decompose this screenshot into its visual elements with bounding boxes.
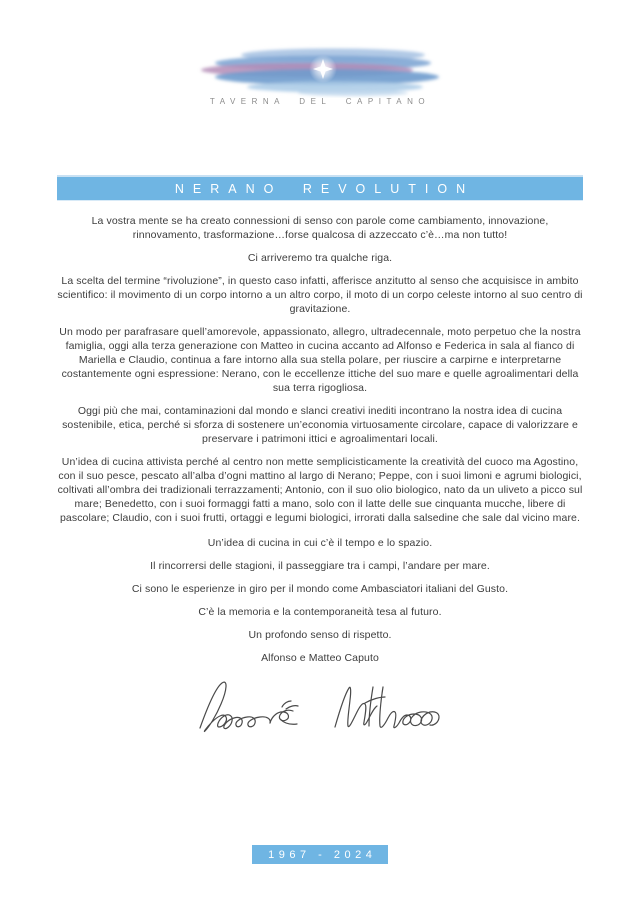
title-banner (57, 175, 583, 201)
matteo-signature (328, 674, 446, 736)
paragraph-attivista: Un’idea di cucina attivista perché al centro non mette semplicisticamente la creatività del cuoco ma Agostino, con il suo pesce, pescato all’alba d’ogni mattino al largo di Nerano; Peppe, con i suoi limoni e agrumi biologici, coltivati all’ombra dei tradizionali terrazzamenti; Antonio, con il suo olio biologico, nato da un uliveto a picco sul mare; Benedetto, con i suoi formaggi fatti a mano, solo con il latte delle sue cinquanta mucche, libere di pascolare; Claudio, con i suoi frutti, ortaggi e legumi biologici, irrorati dalla salsedine che sale dal vicino mare. (57, 456, 583, 524)
paragraph-teaser: Ci arriveremo tra qualche riga. (247, 252, 393, 264)
page-title: NERANO REVOLUTION (174, 181, 475, 196)
watercolor-brushstroke-icon (195, 44, 445, 98)
body-text (57, 214, 583, 736)
line-memoria: C’è la memoria e la contemporaneità tesa al futuro. (198, 606, 442, 618)
paragraph-rivoluzione: La scelta del termine “rivoluzione”, in questo caso infatti, afferisce anzitutto al senso che acquisisce in ambito scientifico: il movimento di un corpo intorno a un altro corpo, il moto di un corpo celeste intorno al suo centro di gravitazione. (57, 275, 583, 315)
line-ambasciatori: Ci sono le esperienze in giro per il mondo come Ambasciatori italiani del Gusto. (131, 583, 509, 595)
line-tempo-spazio: Un’idea di cucina in cui c’è il tempo e lo spazio. (207, 537, 433, 549)
signatures (57, 674, 583, 736)
paragraph-intro: La vostra mente se ha creato connessioni di senso con parole come cambiamento, innovazione, rinnovamento, trasformazione…forse qualcosa di azzeccato c’è…ma non tutto! (91, 215, 549, 241)
paragraph-sostenibile: Oggi più che mai, contaminazioni dal mondo e slanci creativi inediti incontrano la nostra idea di cucina sostenibile, etica, perché si sforza di sostenere un’economia virtuosamente circolare, capace di valorizzare e preservare i patrimoni ittici e agroalimentari locali. (62, 405, 578, 445)
footer (0, 845, 640, 864)
paragraph-famiglia: Un modo per parafrasare quell’amorevole, appassionato, allegro, ultradecennale, moto perpetuo che la nostra famiglia, oggi alla terza generazione con Matteo in cucina accanto ad Alfonso e Federica in sala al fianco di Mariella e Claudio, continua a fare intorno alla sua stella polare, per riuscire a carpirne e interpretarne costantemente ogni espressione: Nerano, con le eccellenze ittiche del suo mare e quelle agroalimentari della sua terra rigogliosa. (59, 326, 581, 394)
line-stagioni: Il rincorrersi delle stagioni, il passeggiare tra i campi, l’andare per mare. (150, 560, 490, 572)
logo (0, 44, 640, 98)
brand-name: TAVERNA DEL CAPITANO (209, 97, 431, 106)
years-badge: 1967 - 2024 (252, 845, 389, 864)
alfonso-signature (194, 674, 312, 736)
line-rispetto: Un profondo senso di rispetto. (248, 629, 392, 641)
signature-caption: Alfonso e Matteo Caputo (261, 652, 379, 664)
